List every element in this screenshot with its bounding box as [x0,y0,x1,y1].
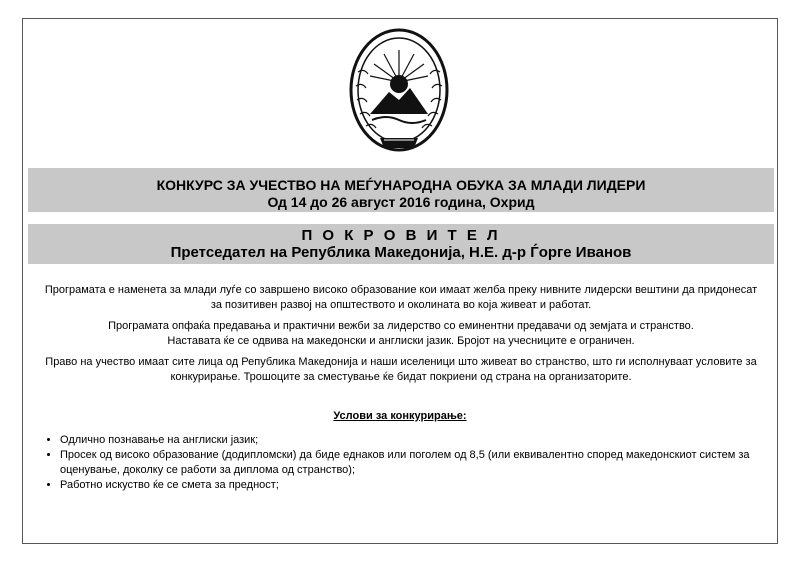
patron-name: Претседател на Република Македонија, Н.Е. д-р Ѓорге Иванов [170,244,632,261]
conditions-title: Услови за конкурирање: [333,410,467,422]
paragraph-line: конкурирање. Трошоците за сместување ќе бидат покриени од страна на организаторите. [170,371,632,383]
list-item: • Просек од високо образование (додипломски) да биде еднаков или поголем од 8,5 (или еквивалентно според македонскиот систем за оценување, доколку се работи за диплома од странство); [60,448,790,478]
patron-band [28,224,774,264]
paragraph-program [30,319,772,349]
paragraph-purpose [30,283,772,313]
paragraph-line: Програмата е наменета за млади луѓе со завршено високо образование кои имаат желба преку нивните лидерски вештини да придонесат [44,284,758,296]
paragraph-line: Право на учество имаат сите лица од Република Македонија и наши иселеници што живеат во странство, што ги исполнуваат условите за [45,356,757,368]
paragraph-line: Програмата опфаќа предавања и практични вежби за лидерство со еминентни предавачи од земјата и странство. [108,320,694,332]
coat-of-arms-icon [344,22,454,160]
list-item: • Работно искуство ќе се смета за предност; [60,478,790,493]
conditions-list [40,433,790,493]
paragraph-line: Наставата ќе се одвива на македонски и англиски јазик. Бројот на учесниците е ограничен. [167,335,635,347]
paragraph-line: за позитивен развој на општеството и околината во која живеат и работат. [210,299,592,311]
title-line-2: Од 14 до 26 август 2016 година, Охрид [267,194,535,210]
list-item: • Одлично познавање на англиски јазик; [60,433,790,448]
title-band [28,168,774,212]
paragraph-eligibility [30,355,772,385]
patron-heading: П О К Р О В И Т Е Л [301,227,501,244]
title-line-1: КОНКУРС ЗА УЧЕСТВО НА МЕЃУНАРОДНА ОБУКА ЗА МЛАДИ ЛИДЕРИ [156,177,646,193]
